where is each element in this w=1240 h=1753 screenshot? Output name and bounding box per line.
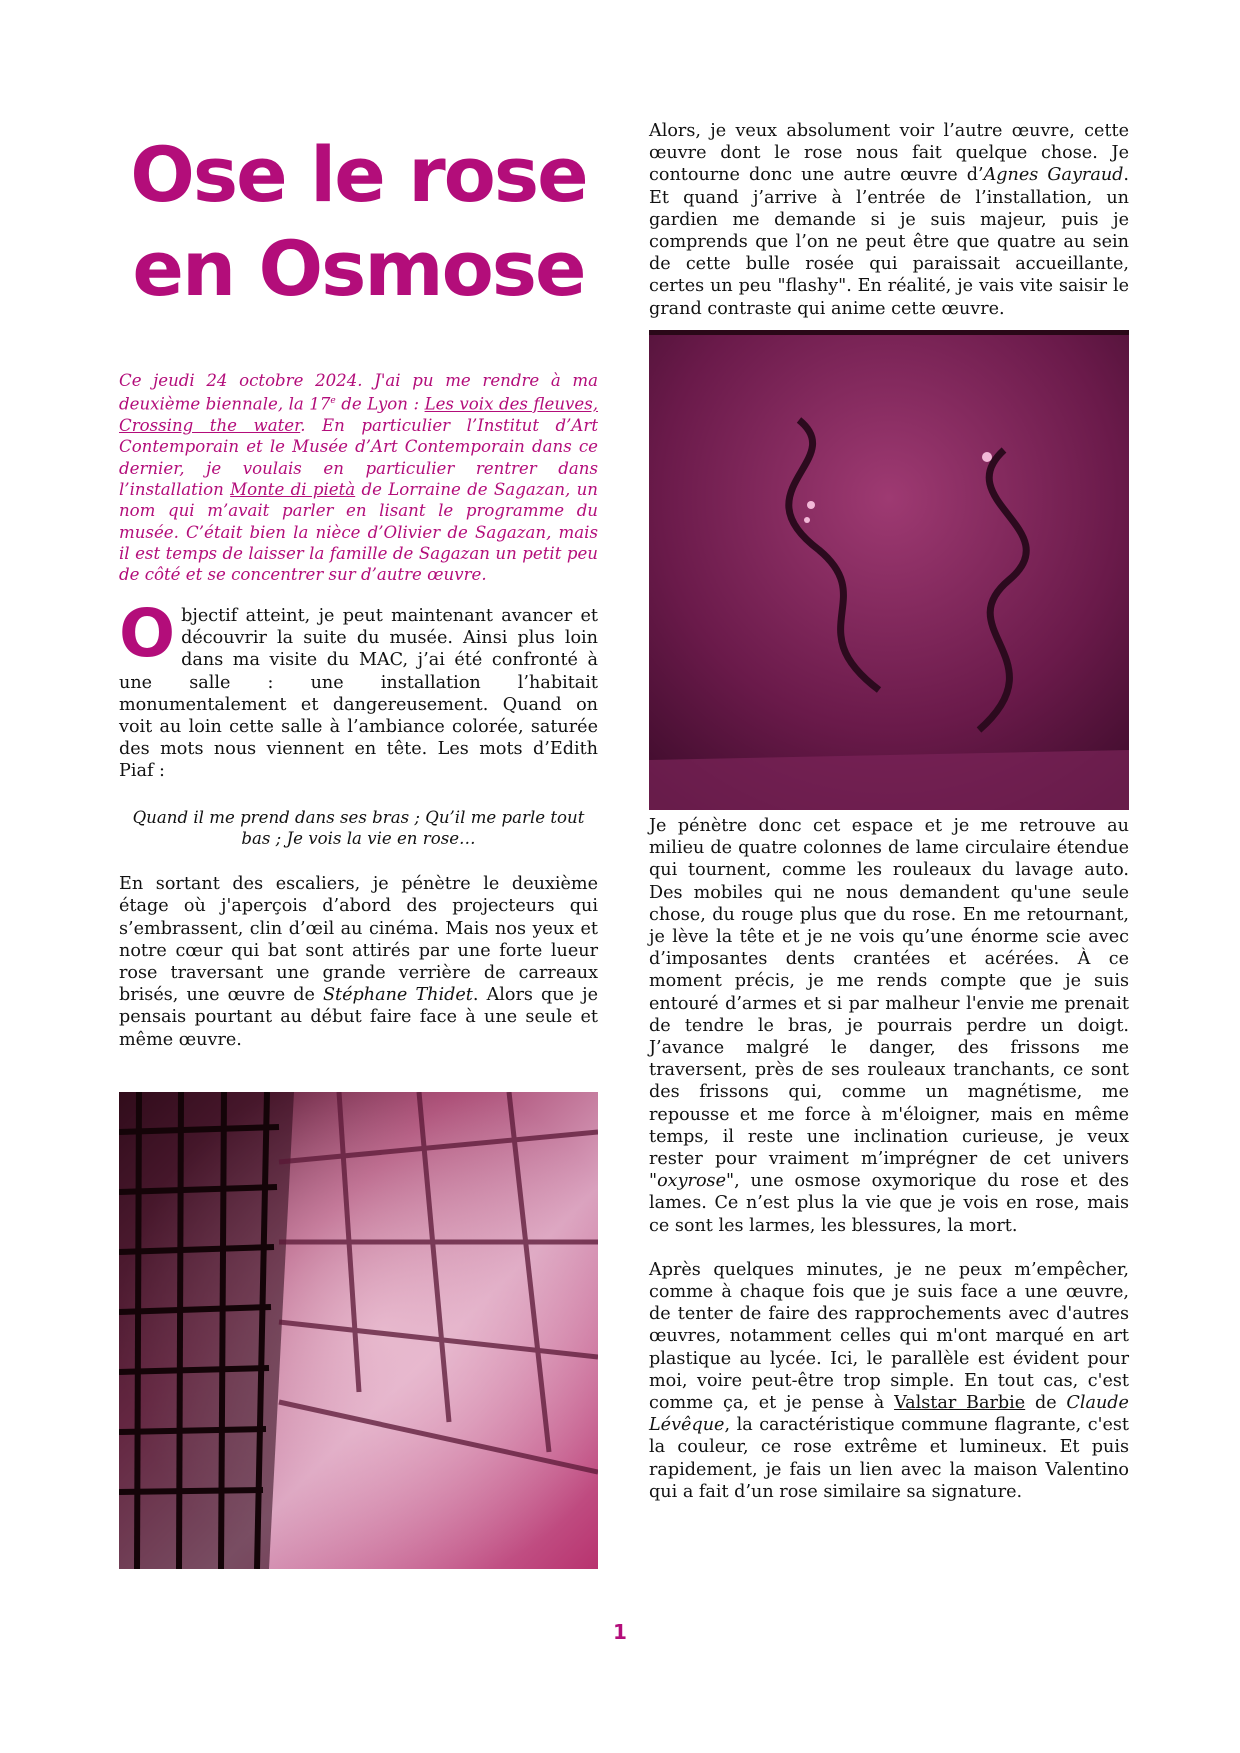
paragraph-text: , la caractéristique commune flagrante, c'est la couleur, ce rose extrême et lumineux. Et puis rapidement, je fais un lien avec la maison Valentino qui a fait d’un rose similaire sa signature. bbox=[649, 1415, 1129, 1502]
paragraph-text: de bbox=[1025, 1393, 1067, 1414]
paragraph-autre-oeuvre bbox=[649, 120, 1129, 320]
page-number: 1 bbox=[613, 1620, 627, 1644]
biennale-link[interactable]: Les voix des fleuves, Crossing the water bbox=[119, 394, 598, 436]
paragraph-text: ", une osmose oxymorique du rose et des lames. Ce n’est plus la vie que je vois en rose, mais ce sont les larmes, les blessures, la mort. bbox=[649, 1171, 1129, 1236]
artist-name: Claude Lévêque bbox=[649, 1393, 1129, 1436]
oxyrose-word: oxyrose bbox=[657, 1171, 726, 1192]
right-column-body bbox=[649, 815, 1129, 1503]
intro-text: de Lorraine de Sagazan, un nom qui m’avait parler en lisant le programme du musée. C’était bien la nièce d’Olivier de Sagazan, mais il est temps de laisser la famille de Sagazan un petit peu de côté et se concentrer sur d’autre œuvre. bbox=[119, 480, 598, 585]
intro-text: Ce jeudi 24 octobre 2024. J'ai pu me rendre à ma deuxième biennale, la 17 bbox=[119, 371, 598, 414]
artist-name: Agnes Gayraud bbox=[983, 165, 1124, 186]
valstar-barbie-link[interactable]: Valstar Barbie bbox=[894, 1393, 1026, 1414]
paragraph-text: En sortant des escaliers, je pénètre le deuxième étage où j'aperçois d’abord des projecteurs qui s’embrassent, clin d’œil au cinéma. Mais nos yeux et notre cœur qui bat sont attirés par une forte lueur rose traversant une grande verrière de carreaux brisés, une œuvre de bbox=[119, 874, 598, 1006]
paragraph-rapprochements bbox=[649, 1259, 1129, 1503]
intro-paragraph bbox=[119, 370, 598, 586]
paragraph-text: . Alors que je pensais pourtant au début faire face à une seule et même œuvre. bbox=[119, 985, 599, 1050]
paragraph-text: bjectif atteint, je peut maintenant avancer et découvrir la suite du musée. Ainsi plus loin dans ma visite du MAC, j’ai été confronté à une salle : une installation l’habitait monumentalement et dangereusement. Quand on voit au loin cette salle à l’ambiance colorée, saturée des mots nous viennent en tête. Les mots d’Edith Piaf : bbox=[119, 606, 598, 782]
artist-name: Stéphane Thidet bbox=[322, 985, 473, 1006]
paragraph-objectif bbox=[119, 595, 598, 783]
drop-cap: O bbox=[119, 595, 176, 672]
title-line-1: Ose le rose bbox=[130, 130, 587, 219]
title-line-2: en Osmose bbox=[132, 224, 585, 313]
article-title bbox=[119, 128, 598, 316]
ordinal-sup: e bbox=[330, 396, 336, 407]
paragraph-escaliers bbox=[119, 873, 598, 1051]
paragraph-text: Je pénètre donc cet espace et je me retrouve au milieu de quatre colonnes de lame circulaire étendue qui tournent, comme les rouleaux du lavage auto. Des mobiles qui ne nous demandent qu'une seule chose, du rouge plus que du rose. En me retournant, je lève la tête et je ne vois qu’une énorme scie avec d’imposantes dents crantées et acérées. À ce moment précis, je me rends compte que je suis entouré d’armes et si par malheur l'envie me prenait de tendre le bras, je pourrais perdre un doigt. J’avance malgré le danger, des frissons me traversent, près de ses rouleaux tranchants, ce sont des frissons qui, comme un magnétisme, me repousse et me force à m'éloigner, mais en même temps, il reste une inclination curieuse, je veux rester pour vraiment m’imprégner de cet univers " bbox=[649, 816, 1129, 1192]
paragraph-text: Alors, je veux absolument voir l’autre œuvre, cette œuvre dont le rose nous fait quelque chose. Je contourne donc une autre œuvre d’ bbox=[649, 121, 1129, 186]
paragraph-text: . Et quand j’arrive à l’entrée de l’installation, un gardien me demande si je suis majeur, puis je comprends que l’on ne peut être que quatre au sein de cette bulle rosée qui paraissait accueillante, certes un peu "flashy". En réalité, je vais vite saisir le grand contraste qui anime cette œuvre. bbox=[649, 165, 1130, 319]
paragraph-text: Après quelques minutes, je ne peux m’empêcher, comme à chaque fois que je suis face a une œuvre, de tenter de faire des rapprochements avec d'autres œuvres, notamment celles qui m'ont marqué en art plastique au lycée. Ici, le parallèle est évident pour moi, voire peut-être trop simple. En tout cas, c'est comme ça, et je pense à bbox=[649, 1259, 1129, 1414]
piaf-quote: Quand il me prend dans ses bras ; Qu’il me parle tout bas ; Je vois la vie en rose… bbox=[132, 807, 585, 848]
paragraph-espace bbox=[649, 815, 1129, 1237]
intro-text: de Lyon : bbox=[335, 394, 425, 414]
intro-text: . En particulier l’Institut d’Art Contemporain et le Musée d’Art Contemporain dans ce dernier, je voulais en particulier rentrer dans l’installation bbox=[119, 416, 598, 500]
photo-pink-blade-installation bbox=[649, 330, 1129, 810]
left-column-body bbox=[119, 595, 599, 1051]
monte-di-pieta-link[interactable]: Monte di pietà bbox=[230, 480, 356, 500]
photo-broken-glass-window bbox=[119, 1092, 598, 1569]
